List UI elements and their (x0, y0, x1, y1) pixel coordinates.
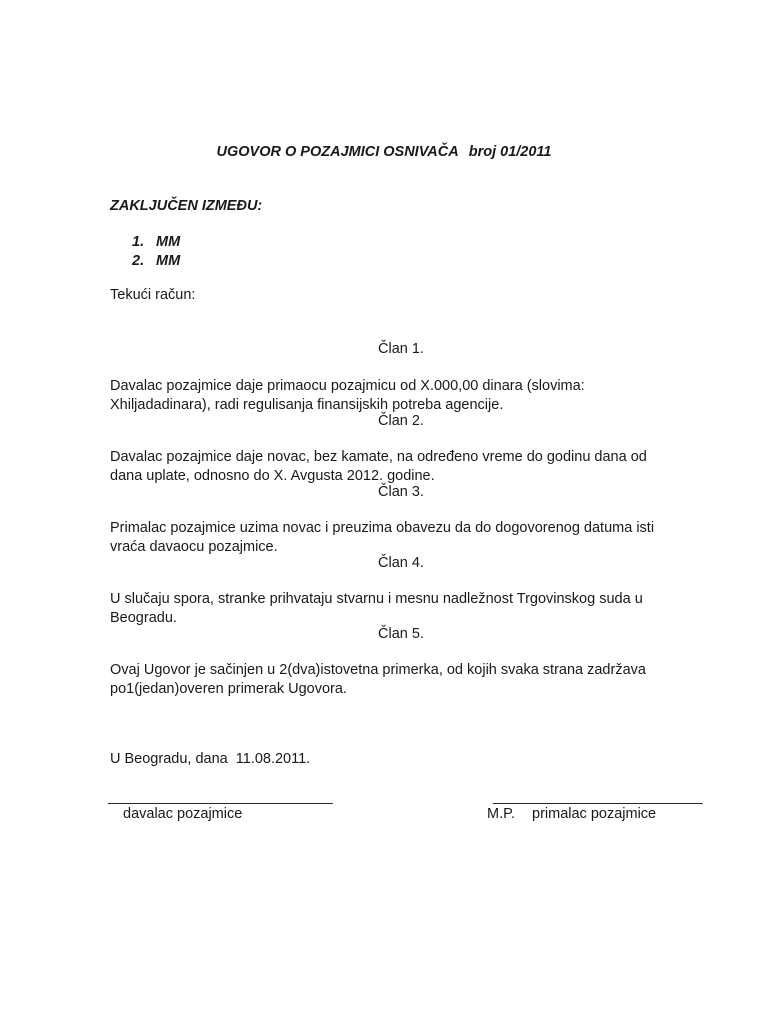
article-line: vraća davaocu pozajmice. (110, 538, 278, 555)
article-body-4 (110, 590, 710, 627)
article-body-3 (110, 519, 710, 556)
article-line: U slučaju spora, stranke prihvataju stvarnu i mesnu nadležnost Trgovinskog suda u (110, 591, 643, 607)
article-body-1 (110, 377, 710, 414)
party-item (132, 252, 180, 271)
article-line: po1(jedan)overen primerak Ugovora. (110, 680, 347, 697)
article-line: Primalac pozajmice uzima novac i preuzima obavezu da do dogovorenog datuma isti (110, 520, 655, 536)
article-body-2 (110, 448, 710, 485)
article-line: Xhiljadadinara), radi regulisanja finansijskih potreba agencije. (110, 396, 504, 413)
article-heading-1: Član 1. (378, 341, 424, 357)
article-line: Ovaj Ugovor je sačinjen u 2(dva)istovetna primerka, od kojih svaka strana zadržava (110, 662, 646, 678)
article-heading-5: Član 5. (378, 626, 424, 642)
borrower-signature-label: primalac pozajmice (532, 806, 657, 822)
borrower-signature-line: ____________________________ (493, 789, 702, 805)
party-name: MM (156, 253, 181, 269)
document-number: broj 01/2011 (468, 144, 552, 160)
place-and-date: U Beogradu, dana 11.08.2011. (110, 751, 311, 767)
lender-signature-line: ______________________________ (108, 789, 332, 805)
parties-list (132, 233, 180, 271)
article-heading-2: Član 2. (378, 413, 424, 429)
article-line: Beogradu. (110, 609, 177, 626)
concluded-between-label: ZAKLJUČEN IZMEĐU: (110, 198, 263, 214)
party-name: MM (156, 234, 181, 250)
article-line: dana uplate, odnosno do X. Avgusta 2012. godine. (110, 467, 435, 484)
article-heading-4: Član 4. (378, 555, 424, 571)
party-number: 2. (132, 253, 145, 269)
article-body-5 (110, 661, 710, 698)
document-title-text: UGOVOR O POZAJMICI OSNIVAČA (216, 144, 459, 160)
document-title (0, 144, 768, 160)
account-label: Tekući račun: (110, 287, 196, 303)
lender-signature-label: davalac pozajmice (123, 806, 243, 822)
article-line: Davalac pozajmice daje primaocu pozajmicu od X.000,00 dinara (slovima: (110, 378, 585, 394)
stamp-label: M.P. (487, 806, 515, 822)
article-line: Davalac pozajmice daje novac, bez kamate, na određeno vreme do godinu dana od (110, 449, 647, 465)
article-heading-3: Član 3. (378, 484, 424, 500)
party-item (132, 233, 180, 252)
party-number: 1. (132, 234, 145, 250)
